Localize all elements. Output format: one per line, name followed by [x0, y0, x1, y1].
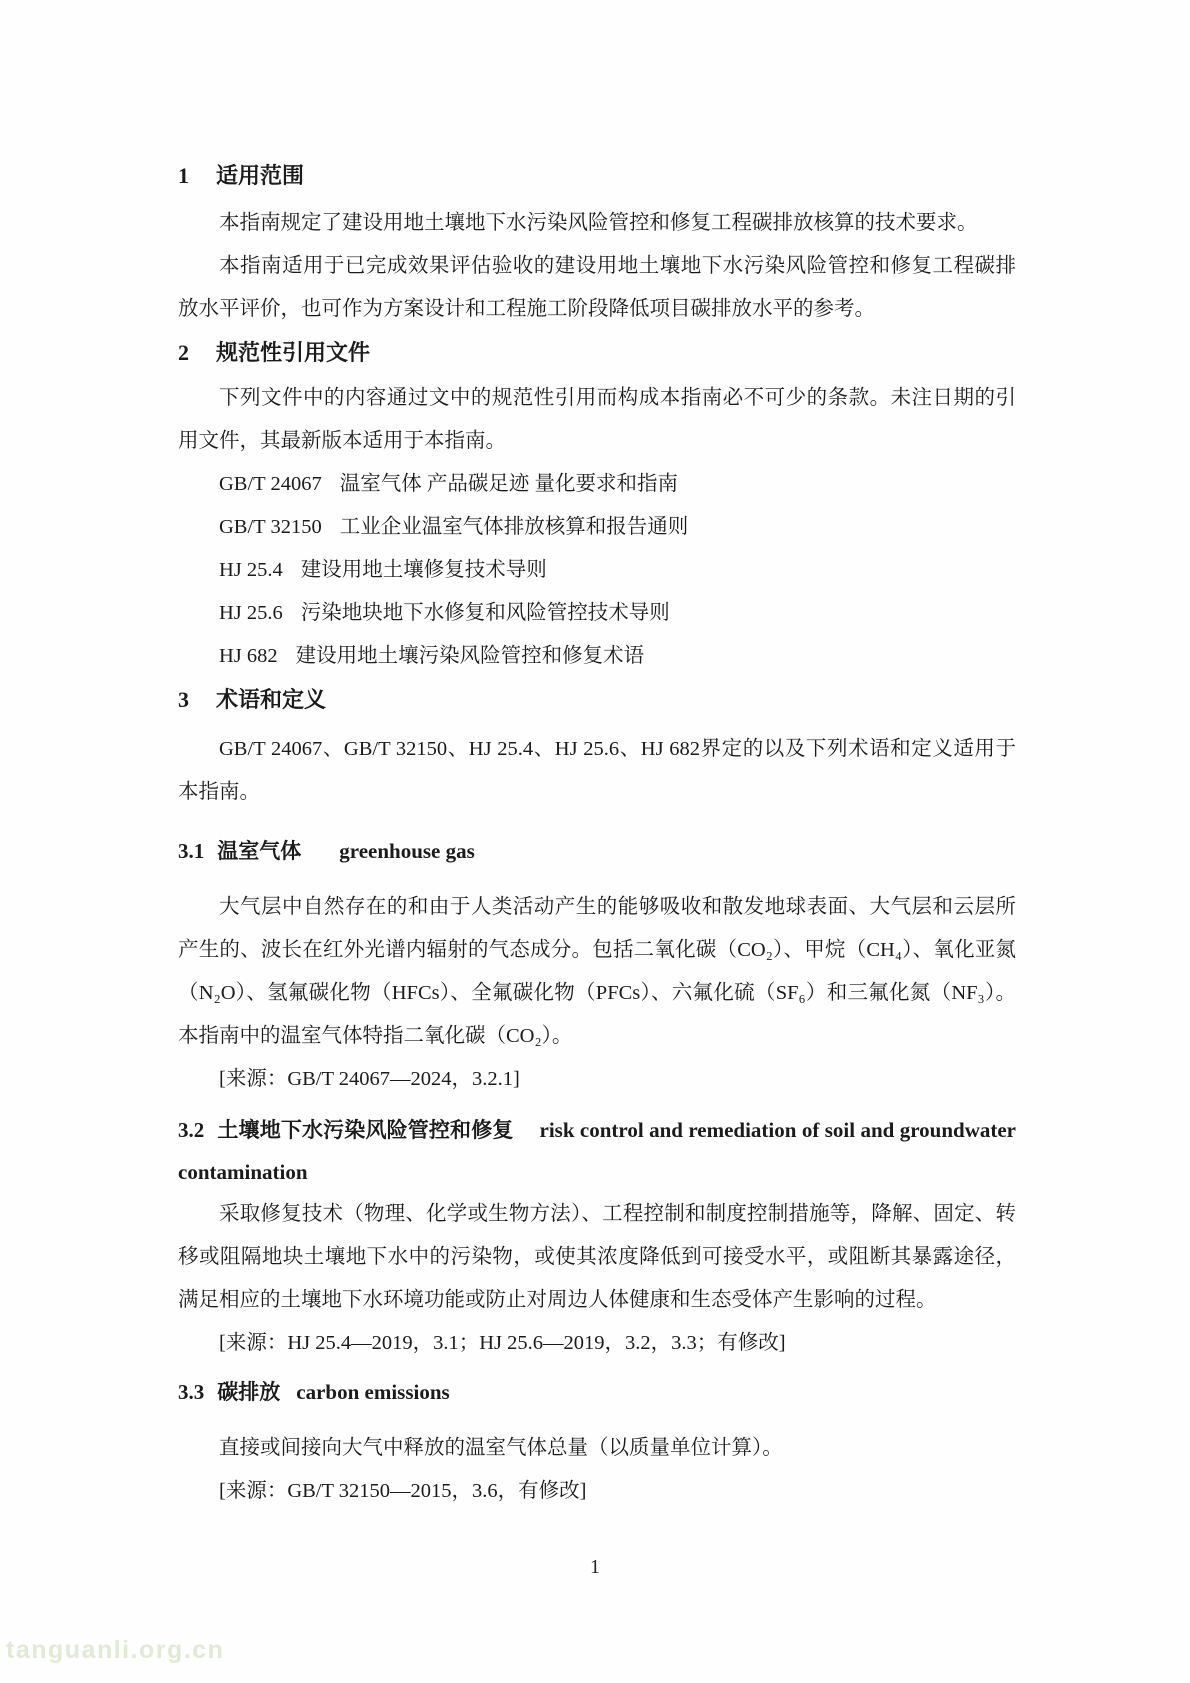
section-2-number: 2 [178, 340, 189, 365]
term-3-1-number: 3.1 [178, 839, 205, 863]
reference-title: 温室气体 产品碳足迹 量化要求和指南 [339, 473, 678, 495]
term-3-3-definition: 直接或间接向大气中释放的温室气体总量（以质量单位计算）。 [219, 1437, 783, 1459]
section-3-title: 术语和定义 [216, 687, 327, 712]
reference-code: HJ 25.4 [219, 559, 283, 581]
section-2-heading [178, 337, 1016, 369]
reference-title: 污染地块地下水修复和风险管控技术导则 [300, 602, 670, 624]
section-1-title: 适用范围 [216, 163, 305, 188]
section-1-paragraph-2: 本指南适用于已完成效果评估验收的建设用地土壤地下水污染风险管控和修复工程碳排放水平评价，也可作为方案设计和工程施工阶段降低项目碳排放水平的参考。 [178, 255, 1016, 320]
document-content [178, 0, 1016, 1513]
page-number: 1 [590, 1556, 600, 1578]
term-3-3-number: 3.3 [178, 1380, 205, 1404]
section-1-heading [178, 160, 1016, 192]
term-3-2-number: 3.2 [178, 1118, 205, 1142]
term-3-2-title-zh: 土壤地下水污染风险管控和修复 [217, 1118, 514, 1142]
section-3-number: 3 [178, 687, 189, 712]
term-3-1-definition: 大气层中自然存在的和由于人类活动产生的能够吸收和散发地球表面、大气层和云层所产生的、波长在红外光谱内辐射的气态成分。包括二氧化碳（CO₂）、甲烷（CH₄）、氧化亚氮（N₂O）、氢氟碳化物（HFCs）、全氟碳化物（PFCs）、六氟化硫（SF₆）和三氟化氮（NF₃）。本指南中的温室气体特指二氧化碳（CO₂）。 [178, 896, 1016, 1047]
term-3-2-heading [178, 1109, 1016, 1193]
reference-item [178, 549, 1016, 592]
term-3-3-heading [178, 1371, 1016, 1413]
term-3-3-source-note: [来源：GB/T 32150—2015，3.6，有修改] [219, 1480, 587, 1502]
reference-item [178, 592, 1016, 635]
reference-title: 建设用地土壤修复技术导则 [300, 559, 547, 581]
reference-title: 建设用地土壤污染风险管控和修复术语 [295, 645, 645, 667]
section-1-paragraph-1: 本指南规定了建设用地土壤地下水污染风险管控和修复工程碳排放核算的技术要求。 [219, 212, 978, 234]
term-3-3-title-zh: 碳排放 [217, 1380, 281, 1404]
section-3-heading [178, 684, 1016, 716]
section-2-title: 规范性引用文件 [216, 340, 371, 365]
term-3-2-title-en: risk control and remediation of soil and groundwater contamination [178, 1118, 1017, 1184]
reference-code: GB/T 32150 [219, 516, 322, 538]
term-3-1-source-note: [来源：GB/T 24067—2024，3.2.1] [219, 1068, 520, 1090]
reference-code: HJ 682 [219, 645, 278, 667]
reference-item [178, 506, 1016, 549]
term-3-2-definition: 采取修复技术（物理、化学或生物方法）、工程控制和制度控制措施等，降解、固定、转移或阻隔地块土壤地下水中的污染物，或使其浓度降低到可接受水平，或阻断其暴露途径，满足相应的土壤地下水环境功能或防止对周边人体健康和生态受体产生影响的过程。 [178, 1203, 1016, 1311]
reference-item [178, 635, 1016, 678]
term-3-1-heading [178, 830, 1016, 872]
section-1-number: 1 [178, 163, 189, 188]
term-3-3-title-en: carbon emissions [296, 1380, 450, 1404]
reference-code: HJ 25.6 [219, 602, 283, 624]
term-3-2-source-note: [来源：HJ 25.4—2019，3.1；HJ 25.6—2019，3.2，3.3；有修改] [219, 1332, 786, 1354]
section-2-intro: 下列文件中的内容通过文中的规范性引用而构成本指南必不可少的条款。未注日期的引用文件，其最新版本适用于本指南。 [178, 387, 1016, 452]
term-3-1-title-zh: 温室气体 [217, 839, 302, 863]
watermark: tanguanli.org.cn [6, 1636, 225, 1664]
reference-item [178, 463, 1016, 506]
term-3-1-title-en: greenhouse gas [339, 839, 475, 863]
section-3-intro: GB/T 24067、GB/T 32150、HJ 25.4、HJ 25.6、HJ 682界定的以及下列术语和定义适用于本指南。 [178, 738, 1016, 803]
reference-code: GB/T 24067 [219, 473, 322, 495]
reference-title: 工业企业温室气体排放核算和报告通则 [339, 516, 689, 538]
